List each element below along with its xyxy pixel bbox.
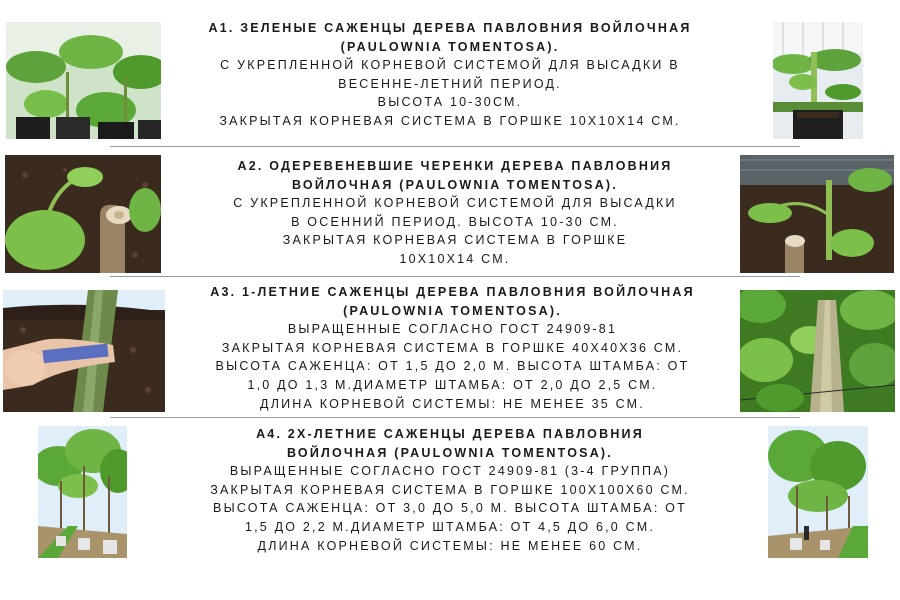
divider-3 <box>110 417 800 418</box>
a4-photo-left <box>38 426 127 558</box>
divider-2 <box>110 276 800 277</box>
a1-text <box>160 19 740 131</box>
a3-body-line-5: ДЛИНА КОРНЕВОЙ СИСТЕМЫ: НЕ МЕНЕЕ 35 СМ. <box>260 396 645 411</box>
a3-body-line-3: ВЫСОТА САЖЕНЦА: ОТ 1,5 ДО 2,0 М. ВЫСОТА ШТАМБА: ОТ <box>215 359 690 374</box>
a4-body-line-1: ВЫРАЩЕННЫЕ СОГЛАСНО ГОСТ 24909-81 (3-4 ГРУППА) <box>229 464 671 479</box>
a1-photo-left <box>6 22 161 139</box>
a1-body-line-2: ВЕСЕННЕ-ЛЕТНИЙ ПЕРИОД. <box>338 76 562 91</box>
a1-body-line-3: ВЫСОТА 10-30СМ. <box>377 95 523 110</box>
a3-body-line-2: ЗАКРЫТАЯ КОРНЕВАЯ СИСТЕМА В ГОРШКЕ 40Х40Х36 СМ. <box>221 340 684 355</box>
a4-body-line-3: ВЫСОТА САЖЕНЦА: ОТ 3,0 ДО 5,0 М. ВЫСОТА ШТАМБА: ОТ <box>213 501 687 516</box>
a3-photo-right <box>740 290 895 412</box>
a4-text <box>160 425 740 555</box>
a4-title-line-1: А4. 2Х-ЛЕТНИЕ САЖЕНЦЫ ДЕРЕВА ПАВЛОВНИЯ <box>256 427 644 441</box>
a2-title-line-2: ВОЙЛОЧНАЯ (PAULOWNIA TOMENTOSA). <box>292 177 618 192</box>
a2-body-line-3: ЗАКРЫТАЯ КОРНЕВАЯ СИСТЕМА В ГОРШКЕ <box>282 233 628 248</box>
a2-title-line-1: А2. ОДЕРЕВЕНЕВШИЕ ЧЕРЕНКИ ДЕРЕВА ПАВЛОВНИЯ <box>237 159 673 173</box>
a3-body-line-4: 1,0 ДО 1,3 М.ДИАМЕТР ШТАМБА: ОТ 2,0 ДО 2,5 СМ. <box>247 377 658 392</box>
divider-1 <box>110 146 800 147</box>
a4-body-line-5: ДЛИНА КОРНЕВОЙ СИСТЕМЫ: НЕ МЕНЕЕ 60 СМ. <box>257 538 643 553</box>
a1-photo-right <box>773 22 863 139</box>
a3-body-line-1: ВЫРАЩЕННЫЕ СОГЛАСНО ГОСТ 24909-81 <box>287 322 618 337</box>
a3-title-line-2: (PAULOWNIA TOMENTOSA). <box>343 303 562 318</box>
section-a3 <box>0 280 900 415</box>
a4-photo-right <box>768 426 868 558</box>
a2-body-line-2: В ОСЕННИЙ ПЕРИОД. ВЫСОТА 10-30 СМ. <box>291 214 619 229</box>
a1-title-line-2: (PAULOWNIA TOMENTOSA). <box>340 39 560 54</box>
a3-title-line-1: А3. 1-ЛЕТНИЕ САЖЕНЦЫ ДЕРЕВА ПАВЛОВНИЯ ВОЙЛОЧНАЯ <box>210 285 695 299</box>
section-a2 <box>0 150 900 275</box>
section-a4 <box>0 420 900 565</box>
a2-photo-right <box>740 155 894 273</box>
a3-text <box>165 283 740 413</box>
a1-title-line-1: А1. ЗЕЛЕНЫЕ САЖЕНЦЫ ДЕРЕВА ПАВЛОВНИЯ ВОЙЛОЧНАЯ <box>208 21 692 35</box>
a1-body-line-4: ЗАКРЫТАЯ КОРНЕВАЯ СИСТЕМА В ГОРШКЕ 10Х10Х14 СМ. <box>219 113 681 128</box>
a4-body-line-4: 1,5 ДО 2,2 М.ДИАМЕТР ШТАМБА: ОТ 4,5 ДО 6,0 СМ. <box>244 519 656 534</box>
section-a1 <box>0 0 900 145</box>
a1-body-line-1: С УКРЕПЛЕННОЙ КОРНЕВОЙ СИСТЕМОЙ ДЛЯ ВЫСАДКИ В <box>220 58 680 73</box>
a3-photo-left <box>3 290 165 412</box>
a2-text <box>170 157 740 269</box>
a2-photo-left <box>5 155 161 273</box>
a4-title-line-2: ВОЙЛОЧНАЯ (PAULOWNIA TOMENTOSA). <box>287 445 613 460</box>
a2-body-line-4: 10Х10Х14 СМ. <box>399 251 511 266</box>
a2-body-line-1: С УКРЕПЛЕННОЙ КОРНЕВОЙ СИСТЕМОЙ ДЛЯ ВЫСАДКИ <box>233 196 677 211</box>
a4-body-line-2: ЗАКРЫТАЯ КОРНЕВАЯ СИСТЕМА В ГОРШКЕ 100Х100Х60 СМ. <box>210 482 690 497</box>
